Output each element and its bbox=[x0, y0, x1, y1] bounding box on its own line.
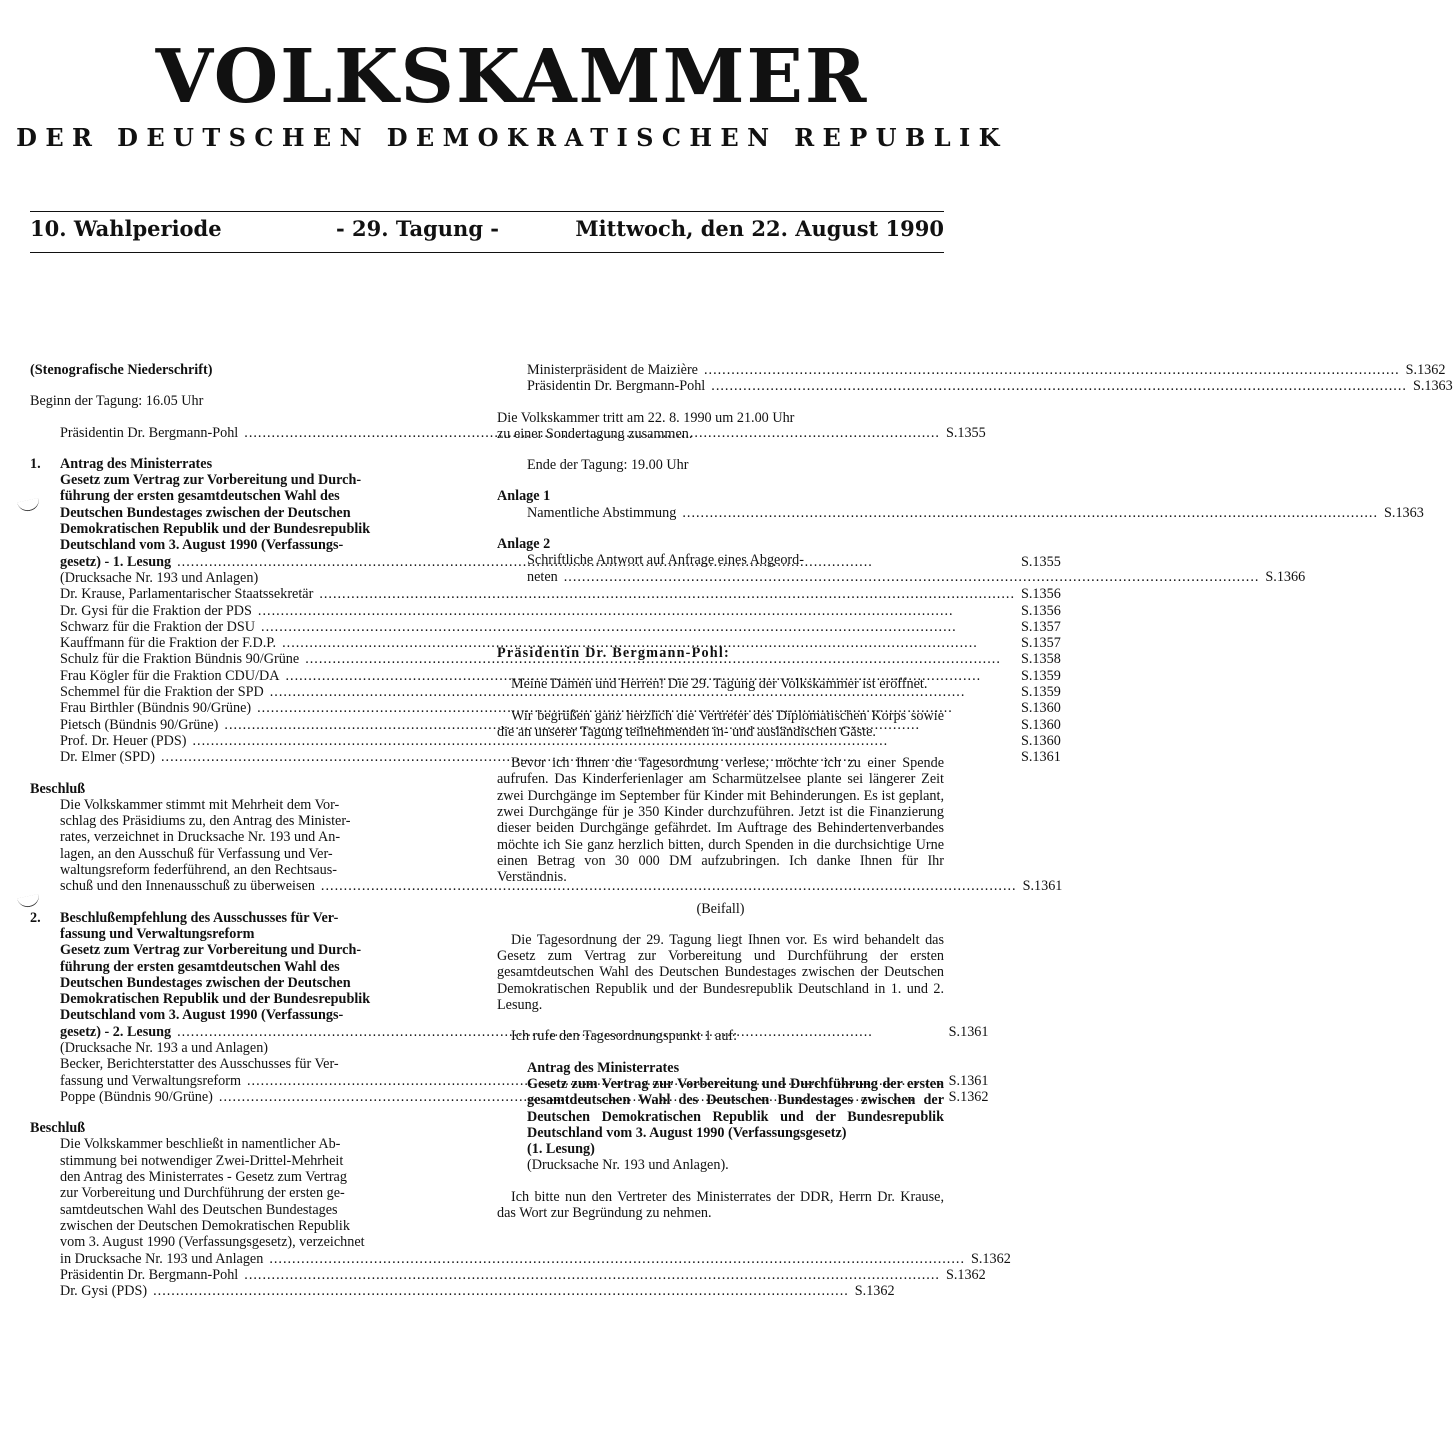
sondertagung-note: Die Volkskammer tritt am 22. 8. 1990 um 21.00 Uhr zu einer Sondertagung zusammen. bbox=[497, 409, 795, 442]
toc-entry: Schwarz für die Fraktion der DSU ..... S.1357 bbox=[60, 619, 1061, 635]
agenda-item-2: 2. Beschlußempfehlung des Ausschusses für Ver- fassung und Verwaltungsreform Gesetz zum Vertrag zur Vorbereitung und Durch- führung der ersten gesamtdeutschen Wahl des Deutschen Bundestages zwischen der Deutschen Demokratischen Republik und der Bundesrepublik Deutschland vom 3. August 1990 (Verfassungs- gesetz) - 2. Lesung ..... S.1361 (Drucksache Nr. 193 a und Anlagen) Becker, Berichterstatter des Ausschusses für Ver- fassung und Verwaltungsreform ..... S.1361 Poppe (Bündnis 90/Grüne) ..... S.1362 bbox=[30, 910, 461, 1106]
item1-heading: Antrag des Ministerrates bbox=[60, 455, 213, 472]
speaker-heading: Präsidentin Dr. Bergmann-Pohl: bbox=[497, 644, 730, 661]
applause-note: (Beifall) bbox=[696, 900, 745, 917]
toc-entry: Pietsch (Bündnis 90/Grüne) ..... S.1360 bbox=[60, 717, 1061, 733]
session-start: Beginn der Tagung: 16.05 Uhr bbox=[30, 393, 204, 410]
item1-law: Gesetz zum Vertrag zur Vorbereitung und Durch- führung der ersten gesamtdeutschen Wahl des Deutschen Bundestages zwischen der Deutschen Demokratischen Republik und der Bundesrepublik Deutschland vom 3. August 1990 (Verfassungs- bbox=[60, 472, 371, 554]
speech-paragraph: Bevor ich Ihnen die Tagesordnung verlese, möchte ich zu einer Spende aufrufen. Das Kinderferienlager am Scharmützelsee plante sei längerer Zeit zwei Durchgänge im September für Kinder mit Behinderungen. Es ist geplant, zwei Durchgänge für je 350 Kinder durchzuführen. Jetzt ist die Finanzierung dieser beiden Durchgänge gefährdet. Im Auftrage des Behindertenverbandes möchte ich Sie ganz herzlich bitten, durch Spenden in die durchsichtige Urne einen Betrag von 30 000 DM aufzubringen. Ich danke Ihnen für Ihr Verständnis. bbox=[497, 755, 944, 886]
anlage2-text: Schriftliche Antwort auf Anfrage eines Abgeord- bbox=[527, 552, 804, 569]
agenda-quote: Antrag des Ministerrates Gesetz zum Vertrag zur Vorbereitung und Durchführung der ersten gesamtdeutschen Wahl des Deutschen Bundestages zwischen der Deutschen Demokratischen Republik und der Bundesrepublik Deutschland vom 3. August 1990 (Verfassungsgesetz) (1. Lesung) (Drucksache Nr. 193 und Anlagen). bbox=[527, 1059, 944, 1174]
session-label: - 29. Tagung - bbox=[336, 216, 500, 241]
header-top-rule bbox=[30, 211, 944, 212]
toc-entry: Schemmel für die Fraktion der SPD ..... S.1359 bbox=[60, 684, 1061, 700]
toc-entry: Schulz für die Fraktion Bündnis 90/Grüne ..... S.1358 bbox=[60, 651, 1061, 667]
anlage2-heading: Anlage 2 bbox=[497, 536, 551, 553]
session-header bbox=[30, 216, 944, 246]
beschluss-1: Die Volkskammer stimmt mit Mehrheit dem Vor- schlag des Präsidiums zu, den Antrag des Minister- rates, verzeichnet in Drucksache Nr. 193 und An- lagen, an den Ausschuß für Verfassung und Ver- waltungsreform federführend, an den Rechtsaus- schuß und den Innenausschuß zu überweisen ..... S.1361 bbox=[30, 797, 461, 895]
toc-entry: Dr. Gysi für die Fraktion der PDS ..... S.1356 bbox=[60, 603, 1061, 619]
toc-entry: Präsidentin Dr. Bergmann-Pohl ..... S.1362 bbox=[60, 1267, 461, 1283]
toc-entry: fassung und Verwaltungsreform ..... S.1361 bbox=[60, 1073, 988, 1089]
masthead-title: VOLKSKAMMER bbox=[155, 34, 869, 120]
toc-entry: in Drucksache Nr. 193 und Anlagen ..... S.1362 bbox=[60, 1251, 461, 1267]
speech-paragraph: Die Tagesordnung der 29. Tagung liegt Ihnen vor. Es wird behandelt das Gesetz zum Vertrag zur Vorbereitung und Durchführung der ersten gesamtdeutschen Wahl des Deutschen Bundestages zwischen der Deutschen Demokratischen Republik und der Bundesrepublik Deutschland in 1. und 2. Lesung. bbox=[497, 931, 944, 1014]
beschluss-2: Die Volkskammer beschließt in namentlicher Ab- stimmung bei notwendiger Zwei-Drittel-Mehrheit den Antrag des Ministerrates - Gesetz zum Vertrag zur Vorbereitung und Durchführung der ersten ge- samtdeutschen Wahl des Deutschen Bundestages zwischen der Deutschen Demokratischen Republik vom 3. August 1990 (Verfassungsgesetz), verzeichnet in Drucksache Nr. 193 und Anlagen ..... S.1362 Präsidentin Dr. Bergmann-Pohl ..... S.1362 Dr. Gysi (PDS) ..... S.1362 bbox=[30, 1136, 461, 1299]
speech-paragraph: Ich bitte nun den Vertreter des Ministerrates der DDR, Herrn Dr. Krause, das Wort zur Begründung zu nehmen. bbox=[497, 1188, 944, 1221]
speech-paragraph: Ich rufe den Tagesordnungspunkt 1 auf: bbox=[511, 1028, 738, 1045]
toc-entry: Namentliche Abstimmung ..... S.1363 bbox=[527, 505, 944, 521]
agenda-item-1: 1. Antrag des Ministerrates Gesetz zum Vertrag zur Vorbereitung und Durch- führung der ersten gesamtdeutschen Wahl des Deutschen Bundestages zwischen der Deutschen Demokratischen Republik und der Bundesrepublik Deutschland vom 3. August 1990 (Verfassungs- gesetz) - 1. Lesung ..... S.1355 (Drucksache Nr. 193 und Anlagen) Dr. Krause, Parlamentarischer Staatssekretär ..... S.1356 Dr. Gysi für die Fraktion der PDS ..... S.1356 Schwarz für die Fraktion der DSU ..... S.1357 Kauffmann für die Fraktion der F.D.P. ..... S.1357 Schulz für die Fraktion Bündnis 90/Grüne ..... S.1358 Frau Kögler für die Fraktion CDU/DA ..... S.1359 Schemmel für die Fraktion der SPD ..... S.1359 Frau Birthler (Bündnis 90/Grüne) ..... S.1360 Pietsch (Bündnis 90/Grüne) ..... S.1360 Prof. Dr. Heuer (PDS) ..... S.1360 Dr. Elmer (SPD) ..... S.1361 bbox=[30, 456, 461, 766]
anlage1-heading: Anlage 1 bbox=[497, 488, 551, 505]
toc-entry: Poppe (Bündnis 90/Grüne) ..... S.1362 bbox=[60, 1089, 988, 1105]
masthead bbox=[0, 34, 1024, 152]
toc-entry: Präsidentin Dr. Bergmann-Pohl ..... S.1355 bbox=[30, 425, 461, 441]
toc-entry: neten ..... S.1366 bbox=[527, 569, 944, 585]
toc-entry: Dr. Elmer (SPD) ..... S.1361 bbox=[60, 749, 1061, 765]
item1-drucksache: (Drucksache Nr. 193 und Anlagen) bbox=[60, 569, 259, 586]
item2-drucksache: (Drucksache Nr. 193 a und Anlagen) bbox=[60, 1039, 269, 1056]
beschluss-heading: Beschluß bbox=[30, 1120, 86, 1137]
period-label: 10. Wahlperiode bbox=[30, 216, 222, 241]
item2-heading: Beschlußempfehlung des Ausschusses für Ver- fassung und Verwaltungsreform bbox=[60, 909, 339, 942]
toc-entry: schuß und den Innenausschuß zu überweisen ..... S.1361 bbox=[60, 878, 461, 894]
masthead-subtitle: DER DEUTSCHEN DEMOKRATISCHEN REPUBLIK bbox=[16, 123, 1008, 152]
date-label: Mittwoch, den 22. August 1990 bbox=[575, 216, 944, 241]
header-bottom-rule bbox=[30, 252, 944, 253]
session-end: Ende der Tagung: 19.00 Uhr bbox=[527, 457, 689, 474]
toc-entry: gesetz) - 2. Lesung ..... S.1361 bbox=[60, 1024, 988, 1040]
toc-entry: Dr. Gysi (PDS) ..... S.1362 bbox=[60, 1283, 461, 1299]
toc-entry: Präsidentin Dr. Bergmann-Pohl ..... S.1363 bbox=[527, 378, 944, 394]
speech-paragraph: Meine Damen und Herren! Die 29. Tagung der Volkskammer ist eröffnet. bbox=[511, 676, 928, 693]
toc-entry: Dr. Krause, Parlamentarischer Staatssekretär ..... S.1356 bbox=[60, 586, 1061, 602]
toc-entry: Kauffmann für die Fraktion der F.D.P. ..... S.1357 bbox=[60, 635, 1061, 651]
becker-entry: Becker, Berichterstatter des Ausschusses für Ver- bbox=[60, 1056, 339, 1073]
beschluss-heading: Beschluß bbox=[30, 780, 86, 797]
toc-entry: Frau Kögler für die Fraktion CDU/DA ..... S.1359 bbox=[60, 668, 1061, 684]
item2-law: Gesetz zum Vertrag zur Vorbereitung und Durch- führung der ersten gesamtdeutschen Wahl des Deutschen Bundestages zwischen der Deutschen Demokratischen Republik und der Bundesrepublik Deutschland vom 3. August 1990 (Verfassungs- bbox=[60, 942, 371, 1024]
steno-note: (Stenografische Niederschrift) bbox=[30, 362, 213, 378]
toc-entry: Frau Birthler (Bündnis 90/Grüne) ..... S.1360 bbox=[60, 700, 1061, 716]
toc-entry: Prof. Dr. Heuer (PDS) ..... S.1360 bbox=[60, 733, 1061, 749]
toc-entry: gesetz) - 1. Lesung ..... S.1355 bbox=[60, 554, 1061, 570]
toc-entry: Ministerpräsident de Maizière ..... S.1362 bbox=[527, 362, 944, 378]
speech-paragraph: Wir begrüßen ganz herzlich die Vertreter des Diplomatischen Korps sowie die an unserer Tagung teilnehmenden in- und ausländischen Gäste. bbox=[497, 707, 944, 740]
